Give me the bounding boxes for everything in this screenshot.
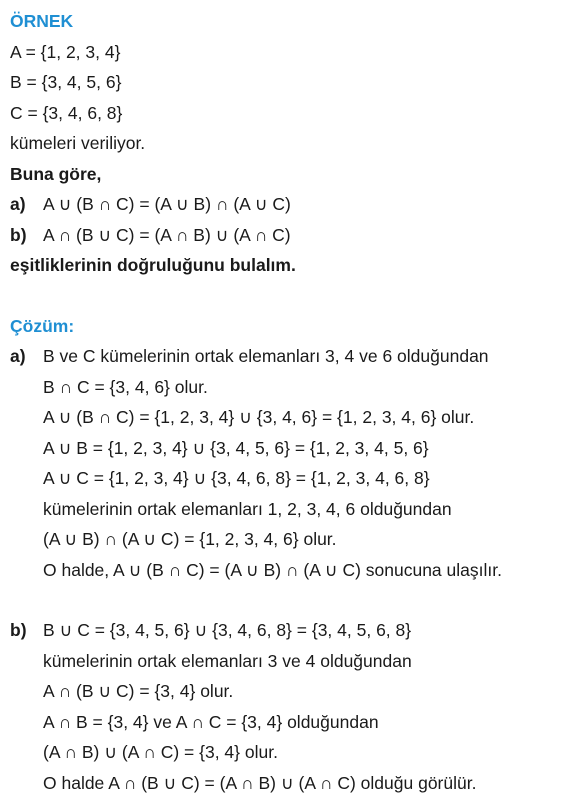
prompt-text: Buna göre, [10, 163, 102, 184]
solution-b-line: A ∩ B = {3, 4} ve A ∩ C = {3, 4} olduğundan [43, 711, 379, 732]
set-a-definition: A = {1, 2, 3, 4} [10, 41, 121, 62]
question-item-b [10, 220, 576, 251]
section-spacer [10, 281, 576, 311]
question-label-b: b) [10, 224, 27, 245]
question-text-b: A ∩ (B ∪ C) = (A ∩ B) ∪ (A ∩ C) [43, 224, 291, 245]
solution-label-a: a) [10, 346, 26, 366]
task-text: eşitliklerinin doğruluğunu bulalım. [10, 255, 296, 275]
solution-b-conclusion: O halde A ∩ (B ∪ C) = (A ∩ B) ∪ (A ∩ C) olduğu görülür. [43, 772, 477, 793]
solution-a-line: (A ∪ B) ∩ (A ∪ C) = {1, 2, 3, 4, 6} olur. [43, 529, 337, 549]
solution-a-line: A ∪ (B ∩ C) = {1, 2, 3, 4} ∪ {3, 4, 6} = {1, 2, 3, 4, 6} olur. [43, 407, 475, 427]
solution-b-line: A ∩ (B ∪ C) = {3, 4} olur. [43, 681, 234, 701]
solution-heading: Çözüm: [10, 315, 75, 336]
given-text: kümeleri veriliyor. [10, 133, 146, 153]
solution-a-line: B ∩ C = {3, 4, 6} olur. [43, 376, 208, 397]
question-label-a: a) [10, 194, 26, 214]
solution-b-line: kümelerinin ortak elemanları 3 ve 4 olduğundan [43, 650, 412, 671]
section-spacer [10, 585, 576, 615]
solution-a-conclusion: O halde, A ∪ (B ∩ C) = (A ∪ B) ∩ (A ∪ C) sonucuna ulaşılır. [43, 559, 502, 580]
solution-a-line [10, 341, 576, 372]
solution-a-line: A ∪ C = {1, 2, 3, 4} ∪ {3, 4, 6, 8} = {1, 2, 3, 4, 6, 8} [43, 468, 430, 488]
example-heading: ÖRNEK [10, 11, 74, 31]
solution-b-line [10, 615, 576, 646]
set-b-definition: B = {3, 4, 5, 6} [10, 72, 122, 92]
document-page [10, 6, 576, 798]
solution-a-line: kümelerinin ortak elemanları 1, 2, 3, 4, 6 olduğundan [43, 498, 452, 519]
solution-a-line: A ∪ B = {1, 2, 3, 4} ∪ {3, 4, 5, 6} = {1, 2, 3, 4, 5, 6} [43, 437, 429, 458]
solution-a-text: B ve C kümelerinin ortak elemanları 3, 4 ve 6 olduğundan [43, 346, 489, 366]
solution-b-line: (A ∩ B) ∪ (A ∩ C) = {3, 4} olur. [43, 742, 278, 762]
set-c-definition: C = {3, 4, 6, 8} [10, 102, 123, 123]
question-item-a [10, 189, 576, 220]
question-text-a: A ∪ (B ∩ C) = (A ∪ B) ∩ (A ∪ C) [43, 194, 291, 214]
solution-label-b: b) [10, 620, 27, 640]
solution-b-text: B ∪ C = {3, 4, 5, 6} ∪ {3, 4, 6, 8} = {3, 4, 5, 6, 8} [43, 620, 412, 640]
